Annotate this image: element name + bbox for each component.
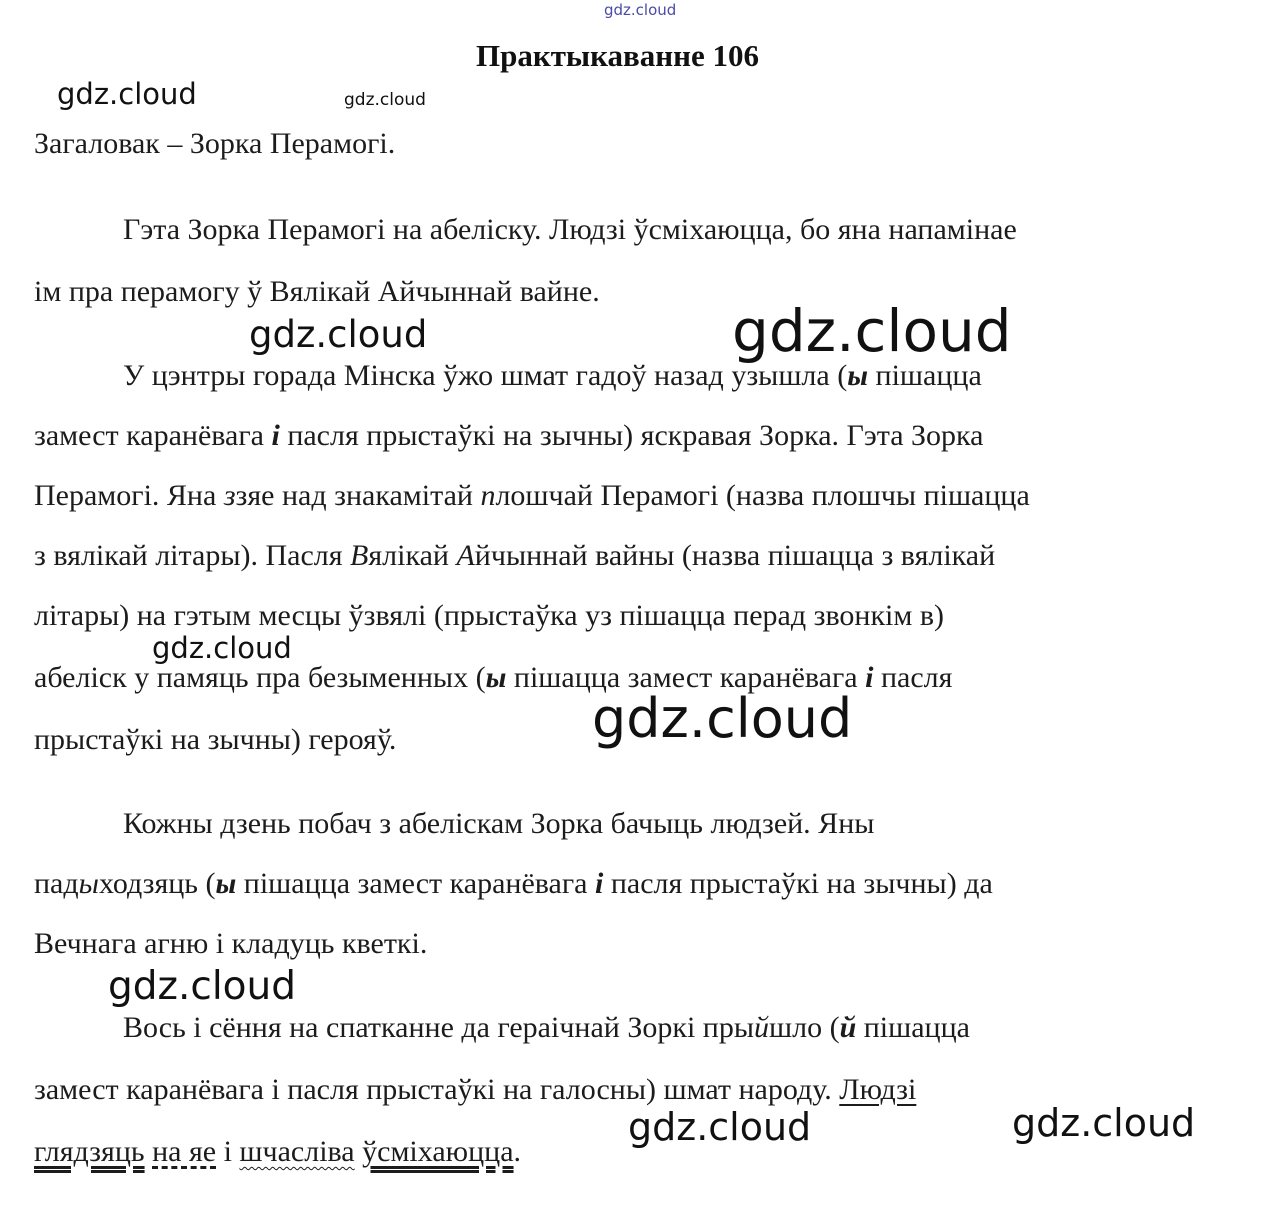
heading-line: Загаловак – Зорка Перамогі. [34,127,396,160]
predicate-underlined: глядзяць [34,1135,145,1168]
paragraph-1-line-2: ім пра перамогу ў Вялікай Айчыннай вайне. [34,275,600,308]
text-run: пішацца замест каранёвага [236,867,595,900]
text-run [145,1135,153,1168]
text-run: Вось і сёння на спатканне да гераічнай Зоркі пры [123,1011,754,1044]
text-run: замест каранёвага і пасля прыстаўкі на галосны) шмат народу. [34,1073,840,1106]
text-run: і [216,1135,240,1168]
paragraph-3-line-2 [34,866,993,902]
text-run: пасля прыстаўкі на зычны) да [603,867,993,900]
watermark: gdz.cloud [732,297,1012,365]
highlighted-letter: ы [78,867,99,900]
text-run [355,1135,363,1168]
paragraph-2-line-4 [34,538,995,574]
text-run: У цэнтры горада Мінска ўжо шмат гадоў назад узышла ( [123,359,848,392]
exercise-title: Практыкаванне 106 [475,38,759,73]
text-run: з вялікай літары). Пасля [34,539,351,572]
watermark: gdz.cloud [249,313,428,356]
adverbial-underlined: шчасліва [239,1135,355,1168]
watermark: gdz.cloud [1012,1101,1196,1145]
highlighted-letter: п [480,479,496,512]
highlighted-letter: й [839,1011,857,1044]
text-run: пішацца [868,359,982,392]
text-run: пасля прыстаўкі на зычны) яскравая Зорка. Гэта Зорка [279,419,984,452]
paragraph-3-line-1: Кожны дзень побач з абеліскам Зорка бачыць людзей. Яны [123,807,875,840]
paragraph-3-line-3: Вечнага агню і кладуць кветкі. [34,927,428,960]
watermark: gdz.cloud [57,77,197,111]
paragraph-1-line-1: Гэта Зорка Перамогі на абеліску. Людзі ўсміхаюцца, бо яна напамінае [123,213,1017,246]
text-run: пасля [873,661,953,694]
paragraph-4-line-1 [123,1010,970,1046]
text-run: пішацца [856,1011,970,1044]
highlighted-letter: й [754,1011,769,1044]
highlighted-letter: А [456,539,475,572]
text-run: замест каранёвага [34,419,272,452]
watermark: gdz.cloud [152,631,292,665]
highlighted-letter: ы [215,867,237,900]
paragraph-2-line-5: літары) на гэтым месцы ўзвялі (прыстаўка уз пішацца перад звонкім в) [34,599,945,632]
paragraph-4-line-2 [34,1072,916,1108]
watermark: gdz.cloud [628,1105,812,1149]
object-underlined: на яе [152,1135,217,1168]
paragraph-2-line-3 [34,478,1030,514]
text-run: пад [34,867,79,900]
highlighted-letter: і [271,419,280,452]
text-run: . [513,1135,522,1168]
highlighted-letter: з [223,479,236,512]
watermark: gdz.cloud [604,1,677,19]
highlighted-letter: ы [485,661,507,694]
text-run: шло ( [769,1011,840,1044]
highlighted-letter: і [865,661,874,694]
text-run: лошчай Перамогі (назва плошчы пішацца [495,479,1030,512]
paragraph-2-line-1 [123,358,982,394]
watermark: gdz.cloud [592,687,853,750]
watermark: gdz.cloud [344,90,426,110]
text-run: пішацца замест каранёвага [506,661,866,694]
text-run: абеліск у памяць пра безыменных ( [34,661,486,694]
text-run: ходзяць ( [98,867,216,900]
predicate-underlined: ўсміхаюцца [362,1135,514,1168]
text-run: йчыннай вайны (назва пішацца з вялікай [474,539,996,572]
paragraph-4-line-3 [34,1134,521,1170]
highlighted-letter: ы [847,359,869,392]
text-run: зяе над знакамітай [235,479,481,512]
subject-underlined: Людзі [839,1073,917,1106]
watermark: gdz.cloud [108,964,296,1009]
paragraph-2-line-2 [34,418,984,454]
text-run: Перамогі. Яна [34,479,224,512]
highlighted-letter: і [595,867,604,900]
highlighted-letter: В [350,539,369,572]
text-run: ялікай [368,539,457,572]
paragraph-2-line-7: прыстаўкі на зычны) герояў. [34,723,397,756]
paragraph-2-line-6 [34,660,952,696]
